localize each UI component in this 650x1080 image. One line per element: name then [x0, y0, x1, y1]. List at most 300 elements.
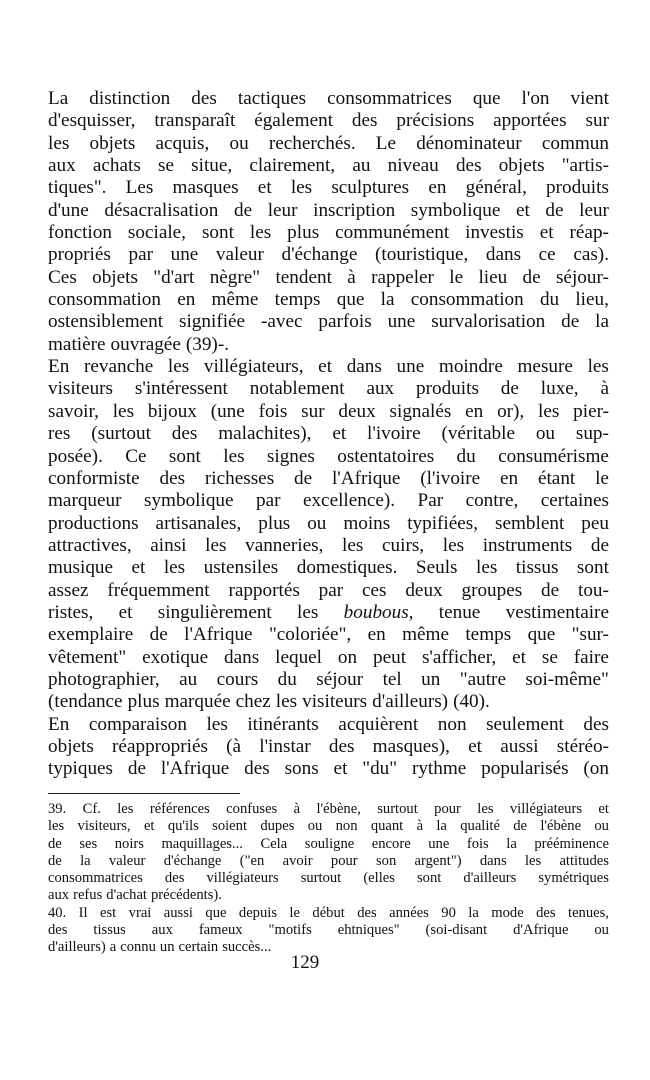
word: et: [131, 557, 146, 579]
word: de: [127, 758, 146, 780]
word: de: [233, 199, 253, 221]
word: typifiées,: [407, 512, 479, 534]
word: ostensiblement: [48, 311, 164, 333]
word: et: [468, 735, 482, 757]
word: ainsi: [150, 534, 187, 556]
word: fois: [466, 835, 489, 852]
word: "du": [362, 758, 398, 780]
word: même: [211, 289, 259, 311]
text-line: [48, 602, 609, 624]
word: tactiques: [237, 88, 307, 109]
text-line: [48, 736, 609, 758]
word: les: [48, 132, 70, 154]
word: des: [159, 467, 186, 489]
word: productions: [48, 512, 139, 534]
word: les: [442, 534, 465, 556]
word: non: [437, 713, 467, 735]
word: aux: [366, 378, 395, 400]
word: a: [109, 939, 117, 956]
word: ouvragée: [110, 333, 181, 355]
word: des: [536, 904, 556, 921]
word: sur: [585, 110, 609, 132]
word: de: [500, 378, 519, 400]
text-line: [48, 356, 609, 378]
word: cas).: [573, 244, 609, 266]
word: l'ébène: [540, 818, 582, 835]
word: des: [328, 735, 355, 757]
word: semblent: [495, 512, 565, 534]
word: dupes: [260, 818, 295, 835]
word: les: [117, 801, 134, 817]
word: aussi: [163, 904, 193, 921]
word: Ce: [125, 445, 147, 467]
word: soient: [212, 818, 248, 835]
word: villégiateurs: [509, 801, 583, 817]
word: villégiateurs,: [203, 356, 304, 378]
word: des: [351, 110, 378, 132]
word: (surtout: [91, 423, 151, 445]
word: vient: [570, 88, 609, 109]
word: prééminence: [534, 835, 609, 852]
word: visiteurs: [48, 378, 114, 400]
word: et: [332, 423, 347, 445]
word: ce: [538, 244, 556, 266]
word: fois: [258, 400, 288, 422]
word: Le: [375, 132, 397, 154]
word: groupes: [461, 579, 523, 601]
word: nègre": [209, 266, 261, 288]
word: consommatrices: [48, 870, 143, 887]
word: aux: [48, 155, 76, 177]
word: lieu: [478, 266, 508, 288]
word: et: [118, 601, 133, 623]
word: distinction: [89, 88, 171, 109]
page-number: 129: [290, 952, 320, 973]
word: la: [506, 835, 517, 852]
word: la: [80, 852, 91, 869]
text-line: [48, 580, 609, 602]
word: précisions: [396, 110, 475, 132]
word: situe,: [191, 155, 233, 177]
word: à: [293, 801, 301, 817]
word: la: [380, 289, 395, 311]
word: une: [170, 244, 199, 266]
word: les: [206, 713, 228, 735]
word: d'ailleurs): [48, 939, 106, 956]
text-line: [48, 177, 609, 199]
word: consommatrices: [327, 88, 452, 109]
word: des: [357, 904, 377, 921]
word: aussi: [500, 735, 539, 757]
word: clairement,: [249, 155, 336, 177]
word: ou: [594, 818, 609, 835]
word: masques: [172, 177, 239, 199]
word: Cf.: [82, 801, 101, 817]
footnotes: [48, 801, 609, 957]
word: valeur: [108, 852, 146, 869]
word: non: [335, 818, 358, 835]
text-line: [48, 311, 609, 333]
word: encore: [371, 835, 411, 852]
word: séjour: [316, 668, 364, 690]
word: de: [541, 579, 560, 601]
word: recherchés.: [268, 132, 356, 154]
word: cours: [216, 668, 259, 690]
word: ou: [594, 922, 609, 939]
word: les: [342, 534, 364, 556]
text-line: [48, 557, 609, 579]
word: ehtniques": [337, 922, 400, 939]
word: l'Afrique: [160, 758, 230, 780]
word: cuirs,: [382, 534, 425, 556]
word: l'on: [521, 88, 550, 109]
word: des: [191, 88, 217, 109]
text-line: [48, 669, 609, 691]
word: posée).: [48, 445, 103, 467]
text-line: [48, 490, 609, 512]
word: se: [158, 155, 174, 177]
word: une: [396, 356, 425, 378]
word: quant: [370, 818, 404, 835]
word: dans: [224, 646, 260, 668]
word: que: [527, 624, 556, 646]
text-line: [48, 200, 609, 222]
word: réap-: [569, 222, 609, 244]
word: rapportés: [228, 579, 300, 601]
word: qu'ils: [167, 818, 199, 835]
word: deux: [405, 579, 443, 601]
word: symétriques: [538, 870, 609, 887]
text-line: [48, 446, 609, 468]
footnote-line: [48, 853, 609, 870]
footnote-line: [48, 922, 609, 939]
word: moins: [343, 512, 391, 534]
word: noirs: [114, 835, 144, 852]
word: par: [255, 490, 281, 512]
word: général,: [465, 177, 527, 199]
word: sur: [301, 400, 325, 422]
word: vrai: [128, 904, 152, 921]
text-line: [48, 714, 609, 736]
word: moindre: [438, 356, 503, 378]
word: sociale,: [127, 222, 186, 244]
word: les: [163, 557, 186, 579]
word: inscription: [313, 199, 396, 221]
word: revanche: [83, 356, 154, 378]
word: les: [297, 601, 319, 623]
word: (véritable: [441, 423, 515, 445]
word: (touristique,: [375, 244, 469, 266]
word: (soi-disant: [425, 922, 488, 939]
word: des: [583, 713, 609, 735]
word: exotique: [142, 646, 209, 668]
text-line: [48, 401, 609, 423]
word: les: [249, 222, 272, 244]
word: des: [171, 423, 198, 445]
footnote-line: [48, 887, 609, 904]
word: s'afficher,: [421, 646, 497, 668]
word: objets: [48, 735, 94, 757]
word: tissus: [93, 922, 126, 939]
word: fonction: [48, 222, 112, 244]
word: des: [455, 155, 482, 177]
word: (tendance: [48, 691, 123, 713]
word: symbolique: [410, 199, 501, 221]
text-line: [48, 423, 609, 445]
word: même: [402, 624, 449, 646]
word: est: [100, 904, 117, 921]
word: également: [254, 110, 334, 132]
word: tiques".: [48, 177, 107, 199]
word: l'Afrique: [331, 467, 401, 489]
word: parfois: [318, 311, 372, 333]
word: qualité: [460, 818, 500, 835]
word: de: [48, 835, 62, 852]
word: les: [205, 534, 227, 556]
word: d'échange: [281, 244, 358, 266]
word: les: [587, 356, 609, 378]
word: pour: [330, 852, 358, 869]
word: fameux: [198, 922, 243, 939]
word: de: [513, 818, 528, 835]
word: sup-: [575, 423, 609, 445]
word: investis: [465, 222, 524, 244]
word: ou: [307, 512, 327, 534]
word: soi-même": [525, 668, 609, 690]
word: et: [515, 199, 530, 221]
text-line: [48, 468, 609, 490]
word: les: [538, 400, 560, 422]
text-line: [48, 691, 609, 713]
word: d'achat: [106, 887, 147, 904]
word: de: [522, 266, 541, 288]
word: produits: [416, 378, 479, 400]
word: ces: [362, 579, 387, 601]
word: la: [436, 818, 447, 835]
word: lieu,: [575, 289, 609, 311]
text-line: [48, 624, 609, 646]
word: niveau: [387, 155, 439, 177]
text-line: [48, 758, 609, 780]
word: sont: [417, 870, 442, 887]
word: peut: [373, 646, 407, 668]
word: les: [167, 356, 190, 378]
word: l'ivoire: [367, 423, 421, 445]
word: instruments: [482, 534, 573, 556]
word: mode: [491, 904, 524, 921]
word: signifiée: [179, 311, 246, 333]
footnote-line: [48, 905, 609, 922]
word: "autre: [459, 668, 506, 690]
word: "coloriée",: [268, 624, 352, 646]
word: ou: [535, 423, 556, 445]
word: artisanales,: [155, 512, 242, 534]
footnote-line: [48, 801, 609, 818]
word: visiteurs,: [77, 818, 131, 835]
text-line: [48, 334, 609, 356]
word: ("en: [239, 852, 265, 869]
word: objets: [92, 266, 138, 288]
word: or),: [497, 400, 525, 422]
word: du: [456, 445, 476, 467]
word: contre,: [465, 490, 519, 512]
word: pier-: [573, 400, 609, 422]
word: matière: [48, 333, 106, 355]
word: ristes,: [48, 601, 94, 623]
text-line: [48, 289, 609, 311]
word: souligne: [304, 835, 355, 852]
word: vêtement": [48, 646, 127, 668]
word: d'ailleurs: [463, 870, 517, 887]
word: signalés: [389, 400, 452, 422]
footnote-line: [48, 818, 609, 835]
word: le: [595, 467, 609, 489]
word: comparaison: [88, 713, 187, 735]
word: En: [48, 356, 70, 378]
word: ustensiles: [203, 557, 279, 579]
text-line: [48, 513, 609, 535]
word: argent"): [414, 852, 462, 869]
word: tel: [382, 668, 402, 690]
word: savoir,: [48, 400, 99, 422]
word: Seuls: [415, 557, 458, 579]
word: popularisés: [481, 758, 569, 780]
word: des: [48, 922, 68, 939]
word: les: [48, 818, 65, 835]
word: notablement: [249, 378, 345, 400]
word: étant: [537, 467, 576, 489]
word: dans: [485, 244, 522, 266]
word: d'Afrique: [513, 922, 569, 939]
word: le: [449, 266, 464, 288]
word: luxe,: [540, 378, 579, 400]
word: de: [590, 534, 609, 556]
word: stéréo-: [556, 735, 609, 757]
word: de: [293, 467, 313, 489]
word: dans: [479, 852, 507, 869]
word: Par: [417, 490, 444, 512]
word: excellence).: [302, 490, 396, 512]
word: l'instar: [259, 735, 311, 757]
word: itinérants: [247, 713, 319, 735]
word: années: [389, 904, 429, 921]
word: sont: [201, 222, 234, 244]
word: deux: [338, 400, 376, 422]
word: d'esquisser,: [48, 110, 136, 132]
word: les: [477, 801, 494, 817]
word: -avec: [260, 311, 303, 333]
word: faire: [573, 646, 609, 668]
word: l'ébène,: [316, 801, 361, 817]
word: seulement: [486, 713, 564, 735]
word: sont: [168, 445, 201, 467]
word: villégiateurs: [206, 870, 279, 887]
word: Ces: [48, 266, 77, 288]
word: exemplaire: [48, 624, 134, 646]
word: au: [179, 668, 198, 690]
word: communément: [335, 222, 450, 244]
word: boubous,: [343, 601, 414, 623]
word: Les: [125, 177, 154, 199]
word: s'intéressent: [134, 378, 228, 400]
word: musique: [48, 557, 114, 579]
text-line: [48, 155, 609, 177]
word: et: [318, 356, 333, 378]
word: de: [149, 624, 168, 646]
word: et: [512, 646, 526, 668]
word: du: [277, 668, 297, 690]
word: consommation: [48, 289, 161, 311]
word: les: [290, 177, 313, 199]
word: "sur-: [571, 624, 609, 646]
word: en: [500, 467, 519, 489]
word: valeur: [215, 244, 264, 266]
word: aux: [48, 887, 70, 904]
word: (l'ivoire: [420, 467, 481, 489]
word: précédents).: [150, 887, 222, 904]
word: confuses: [226, 801, 278, 817]
word: d'échange: [163, 852, 222, 869]
word: tou-: [578, 579, 609, 601]
word: d'une: [48, 199, 89, 221]
word: marquée: [164, 691, 231, 713]
word: lequel: [275, 646, 323, 668]
word: et: [333, 758, 348, 780]
text-line: [48, 535, 609, 557]
word: rappeler: [371, 266, 434, 288]
word: son: [375, 852, 397, 869]
word: la: [468, 904, 479, 921]
word: symbolique: [143, 490, 234, 512]
word: richesses: [204, 467, 275, 489]
word: (elles: [363, 870, 395, 887]
word: la: [595, 311, 609, 333]
word: La: [48, 88, 69, 109]
word: attitudes: [559, 852, 609, 869]
word: au: [352, 155, 371, 177]
word: commun: [541, 132, 609, 154]
word: 40.: [48, 904, 67, 921]
word: temps: [465, 624, 512, 646]
word: les: [275, 691, 298, 713]
footnote-line: [48, 870, 609, 887]
word: survalorisation: [431, 311, 546, 333]
word: des: [244, 758, 270, 780]
word: signes: [266, 445, 315, 467]
word: sculptures: [331, 177, 410, 199]
word: d'ailleurs): [372, 691, 449, 713]
word: en: [367, 624, 386, 646]
word: les: [223, 445, 245, 467]
word: en: [465, 400, 484, 422]
word: les: [112, 400, 135, 422]
word: ses: [79, 835, 98, 852]
word: en: [428, 177, 447, 199]
word: tendent: [275, 266, 332, 288]
word: un: [421, 668, 441, 690]
word: on: [337, 646, 358, 668]
word: séjour-: [555, 266, 609, 288]
word: l'Afrique: [184, 624, 253, 646]
word: pour: [434, 801, 461, 817]
word: certain: [178, 939, 219, 956]
text-line: [48, 378, 609, 400]
word: réappropriés: [112, 735, 208, 757]
word: un: [159, 939, 175, 956]
word: les: [475, 557, 498, 579]
body-text: [48, 88, 609, 781]
word: avoir: [282, 852, 313, 869]
